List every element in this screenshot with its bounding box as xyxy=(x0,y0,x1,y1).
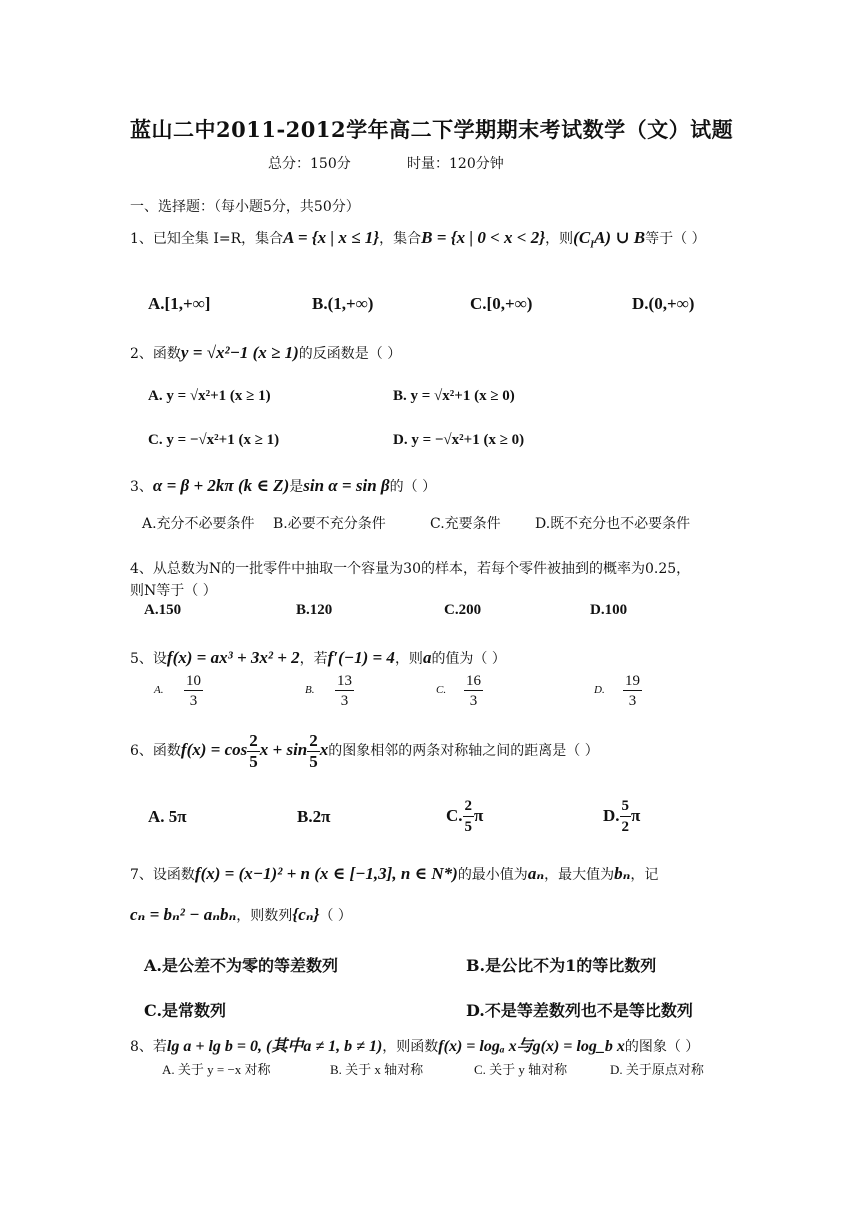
q2-suffix: 的反函数是（ ） xyxy=(298,346,402,362)
q3-option-a: A.充分不必要条件 xyxy=(142,516,255,532)
question-6 xyxy=(130,728,599,773)
q5-expr: f(x) = ax³ + 3x² + 2 xyxy=(166,648,300,667)
q1-mid: ，集合 xyxy=(379,231,422,247)
q1-mid2: ，则 xyxy=(545,231,574,247)
q2-prefix: 2、函数 xyxy=(130,346,181,362)
q5-prefix: 5、设 xyxy=(130,651,167,667)
q6-option-c: C. $\frac{2}{5}$ π xyxy=(446,798,484,835)
q5-mid: ，若 xyxy=(299,651,328,667)
q1-prefix: 1、已知全集 I=R，集合 xyxy=(130,231,284,247)
q5-label-a: A. xyxy=(154,684,164,696)
q1-option-c: C.[0,+∞) xyxy=(470,294,533,313)
q8-expr2: f(x) = logₐ x与g(x) = log_b x xyxy=(438,1038,625,1055)
q5-option-b: $\frac{13}{3}$ xyxy=(337,673,352,709)
q3-option-b: B.必要不充分条件 xyxy=(273,516,386,532)
q1-set-b: B = {x | 0 < x < 2} xyxy=(421,228,546,247)
time-limit: 时量：120分钟 xyxy=(407,156,504,172)
question-2 xyxy=(130,343,401,363)
q5-option-d: $\frac{19}{3}$ xyxy=(625,673,640,709)
q4-option-a: A.150 xyxy=(144,602,182,618)
q8-option-c: C. 关于 y 轴对称 xyxy=(474,1062,568,1077)
q8-option-b: B. 关于 x 轴对称 xyxy=(330,1062,424,1077)
q7-seq: {cₙ} xyxy=(292,905,320,924)
section-heading: 一、选择题：（每小题5分，共50分） xyxy=(130,199,360,215)
q6-frac-2: $\frac{2}{5}$ xyxy=(309,730,318,771)
q5-label-d: D. xyxy=(594,684,605,696)
q4-line2: 则N等于（ ） xyxy=(130,583,217,599)
q7-expr: f(x) = (x−1)² + n (x ∈ [−1,3], n ∈ N*) xyxy=(194,864,458,883)
q5-label-c: C. xyxy=(436,684,447,696)
q1-suffix: 等于（ ） xyxy=(645,231,706,247)
q7-an: aₙ xyxy=(527,864,545,883)
q6-option-b: B.2π xyxy=(297,807,331,826)
q7-line2-suffix: （ ） xyxy=(319,908,352,924)
q4-option-c: C.200 xyxy=(444,602,482,618)
q2-expr: y = √x²−1 (x ≥ 1) xyxy=(180,343,299,362)
q8-prefix: 8、若 xyxy=(130,1039,167,1055)
q7-option-a: A.是公差不为零的等差数列 xyxy=(144,956,338,975)
q1-option-a: A.[1,+∞] xyxy=(148,294,211,313)
q5-expr2: f′(−1) = 4 xyxy=(327,648,395,667)
q1-option-d: D.(0,+∞) xyxy=(632,294,695,313)
question-3 xyxy=(130,476,436,496)
q6-expr-mid: x + sin xyxy=(259,740,308,759)
q6-expr-head: f(x) = cos xyxy=(180,740,248,759)
q6-prefix: 6、函数 xyxy=(130,743,181,759)
q2-option-d: D. y = −√x²+1 (x ≥ 0) xyxy=(393,432,525,448)
q7-prefix: 7、设函数 xyxy=(130,867,195,883)
question-7 xyxy=(130,864,658,884)
q8-expr: lg a + lg b = 0, (其中a ≠ 1, b ≠ 1) xyxy=(166,1038,383,1055)
question-8 xyxy=(130,1033,699,1056)
q8-mid: ，则函数 xyxy=(382,1039,439,1055)
q3-option-c: C.充要条件 xyxy=(430,516,501,532)
q1-option-b: B.(1,+∞) xyxy=(312,294,374,313)
q3-prefix: 3、 xyxy=(130,479,153,495)
q6-suffix: 的图象相邻的两条对称轴之间的距离是（ ） xyxy=(328,743,599,759)
q7-suffix: ，记 xyxy=(630,867,659,883)
q6-expr-tail: x xyxy=(319,740,329,759)
q2-option-a: A. y = √x²+1 (x ≥ 1) xyxy=(148,388,271,404)
q6-option-a: A. 5π xyxy=(148,807,187,826)
q5-mid2: ，则 xyxy=(394,651,423,667)
total-score: 总分：150分 xyxy=(268,156,351,172)
q8-option-d: D. 关于原点对称 xyxy=(610,1062,704,1077)
q7-option-d: D.不是等差数列也不是等比数列 xyxy=(466,1001,693,1020)
q7-option-c: C.是常数列 xyxy=(144,1001,227,1020)
q5-suffix: 的值为（ ） xyxy=(431,651,506,667)
q5-option-c: $\frac{16}{3}$ xyxy=(466,673,481,709)
q7-bn: bₙ xyxy=(614,864,631,883)
q7-line2-mid: ，则数列 xyxy=(236,908,293,924)
q4-option-d: D.100 xyxy=(590,602,628,618)
page-title: 蓝山二中2011-2012学年高二下学期期末考试数学（文）试题 xyxy=(130,117,734,142)
q3-mid: 是 xyxy=(289,479,304,495)
q7-cn-expr: cₙ = bₙ² − aₙbₙ xyxy=(130,905,237,924)
q8-option-a: A. 关于 y = −x 对称 xyxy=(162,1062,271,1077)
q4-option-b: B.120 xyxy=(296,602,333,618)
question-5 xyxy=(130,648,506,668)
q5-var: a xyxy=(422,648,432,667)
q7-mid: 的最小值为 xyxy=(457,867,528,883)
question-7-line2 xyxy=(130,905,352,925)
q6-option-d: D. $\frac{5}{2}$ π xyxy=(603,798,641,835)
q1-expr: $(C_IA)$ ∪ B xyxy=(573,228,646,251)
q7-option-b: B.是公比不为1的等比数列 xyxy=(466,956,657,975)
q3-expr: α = β + 2kπ (k ∈ Z) xyxy=(152,476,290,495)
q3-suffix: 的（ ） xyxy=(389,479,437,495)
q8-suffix: 的图象（ ） xyxy=(624,1039,700,1055)
q1-set-a: A = {x | x ≤ 1} xyxy=(283,228,380,247)
question-1 xyxy=(130,228,706,250)
q3-expr2: sin α = sin β xyxy=(303,476,390,495)
q3-option-d: D.既不充分也不必要条件 xyxy=(535,516,691,532)
q6-frac-1: $\frac{2}{5}$ xyxy=(249,730,258,771)
q2-option-c: C. y = −√x²+1 (x ≥ 1) xyxy=(148,432,280,448)
q7-mid2: ，最大值为 xyxy=(544,867,615,883)
q5-label-b: B. xyxy=(305,684,315,696)
q2-option-b: B. y = √x²+1 (x ≥ 0) xyxy=(393,388,515,404)
q4-line1: 4、从总数为N的一批零件中抽取一个容量为30的样本，若每个零件被抽到的概率为0.25， xyxy=(130,561,691,577)
q5-option-a: $\frac{10}{3}$ xyxy=(186,673,201,709)
